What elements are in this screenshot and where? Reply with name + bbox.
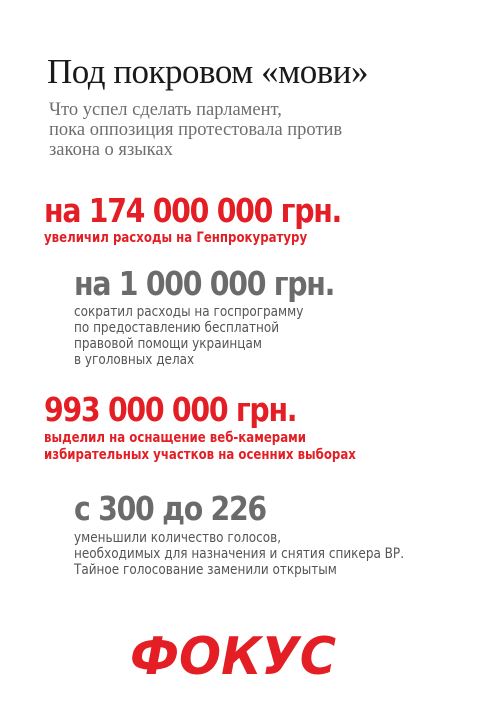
fact-description-line: избирательных участков на осенних выборах — [44, 447, 356, 463]
fact-prosecutor-budget — [44, 192, 389, 247]
fokus-logo — [130, 622, 340, 684]
fact-description — [74, 530, 404, 578]
page-subtitle — [49, 100, 342, 160]
fokus-logo-text: ФОКУС — [130, 627, 336, 684]
fact-description-line: в уголовных делах — [74, 352, 195, 368]
page-title: Под покровом «мови» — [47, 52, 368, 91]
subtitle-line: пока оппозиция протестовала против — [49, 120, 343, 140]
fact-legal-aid-cut — [74, 264, 376, 368]
fact-value: на 174 000 000 грн. — [44, 191, 342, 230]
fact-description-line: сократил расходы на госпрограмму — [74, 304, 304, 320]
fact-description-line: по предоставлению бесплатной — [74, 320, 280, 336]
subtitle-line: Что успел сделать парламент, — [49, 100, 282, 120]
fact-speaker-votes — [74, 488, 458, 578]
fact-description — [74, 304, 334, 368]
fact-description-line: необходимых для назначения и снятия спикера ВР. — [74, 546, 405, 562]
fact-description-line: увеличил расходы на Генпрокуратуру — [44, 230, 308, 246]
fact-description — [44, 230, 334, 247]
subtitle-line: закона о языках — [49, 140, 173, 160]
fact-value: 993 000 000 грн. — [44, 390, 297, 429]
fact-webcams-budget — [44, 390, 415, 464]
fact-description-line: Тайное голосование заменили открытым — [74, 562, 337, 578]
fact-value: на 1 000 000 грн. — [74, 264, 335, 303]
fact-description-line: выделил на оснащение веб-камерами — [44, 430, 307, 446]
fact-description-line: правовой помощи украинцам — [74, 336, 262, 352]
fokus-logo-wordmark — [130, 622, 340, 684]
fact-description-line: уменьшили количество голосов, — [74, 530, 282, 546]
fact-value: с 300 до 226 — [74, 489, 266, 528]
fact-description — [44, 430, 356, 464]
